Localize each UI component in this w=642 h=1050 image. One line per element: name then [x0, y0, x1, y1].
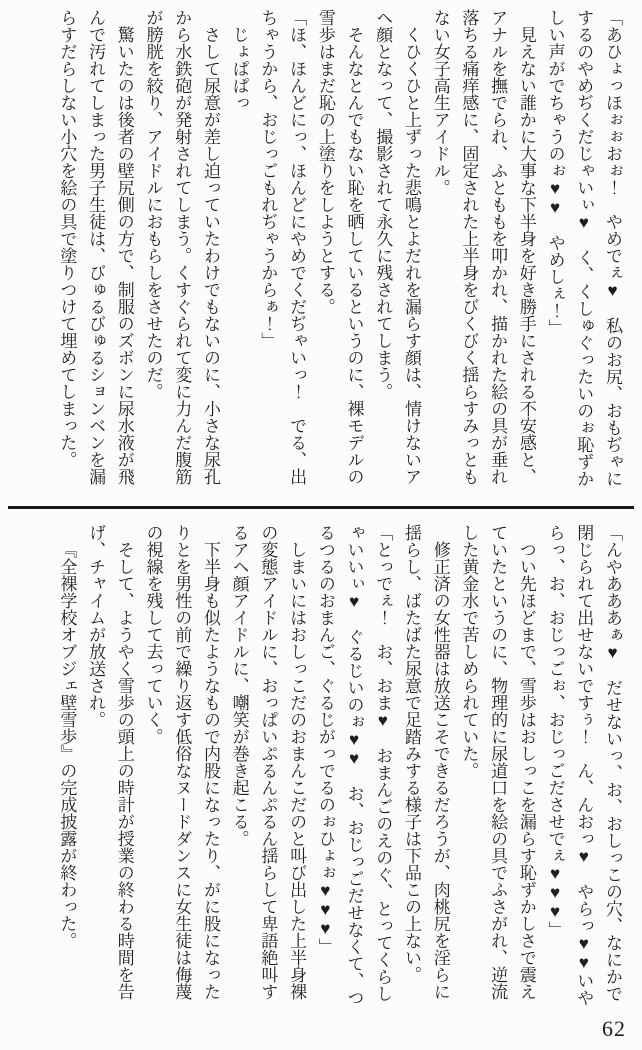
paragraph: 下半身も似たようなもので内股になったり、がに股になったりとを男性の前で繰り返す低俗なヌードダンスに女生徒は侮蔑の視線を残して去っていく。 — [143, 524, 220, 1000]
paragraph: 「ほ、ほんどにっ、ほんどにやめでくだぢゃいっ！ でる、出ちゃうから、おじっごもれぢゃうからぁ！」 — [258, 9, 307, 485]
paragraph: そんなとんでもない恥を晒しているというのに、裸モデルの雪歩はまだ恥の上塗りをしようとする。 — [315, 9, 364, 485]
page-number: 62 — [602, 1016, 626, 1041]
paragraph: 『全裸学校オブジェ壁雪歩』の完成披露が終わった。 — [57, 541, 77, 949]
paragraph: くひくひと上ずった悲鳴とよだれを漏らす顔は、情けないアヘ顔となって、撮影されて永久に残されてしまう。 — [373, 9, 421, 485]
section-divider-rule — [8, 506, 634, 509]
paragraph: 驚いたのは後者の壁尻側の方で、制服のズボンに尿水液が飛んで汚れてしまった男子生徒は、びゅるびゅるションベンを漏らすだらしない小穴を絵の具で塗りつけて埋めてしまった。 — [57, 9, 134, 485]
paragraph: さして尿意が差し迫っていたわけでもないのに、小さな尿孔から水鉄砲が発射されてしまう。くすぐられて変に力んだ腹筋が膀胱を絞り、アイドルにおもらしをさせたのだ。 — [143, 9, 220, 485]
paragraph: 見えない誰かに大事な下半身を好き勝手にされる不安感と、アナルを撫でられ、ふとももを叩かれ、描かれた絵の具が垂れ落ちる痛痒感に、固定された上半身をびくびく揺らすみっともない女子高生アイドル。 — [430, 9, 536, 485]
paragraph: 「とっでぇ！ お、おま♥ おまんごのえのぐ、とってくらしゃいいぃ♥ ぐるじいのぉ♥♥ お、おじっごだせなくて、つるつるのおまんご、ぐるじがっでるのぉひょぉ♥♥♥」 — [315, 524, 393, 1006]
paragraph: 「あひょっほぉぉおぉ！ やめでぇ♥ 私のお尻、おもぢゃにするのやめぢくだじゃいぃ♥ く、くしゅぐったいのぉ恥ずかしい声がでちゃうのぉ♥♥ やめしぇ！」 — [545, 9, 622, 487]
paragraph: そして、ようやく雪歩の頭上の時計が授業の終わる時間を告げ、チャイムが放送され。 — [86, 524, 134, 1000]
paragraph: しまいにはおしっこだのおまんこだのと叫び出した上半身裸の変態アイドルに、おっぱいぷるんぷるん揺らして卑語絶叫するアヘ顔アイドルに、嘲笑が巻き起こる。 — [229, 524, 307, 1000]
paragraph: 修正済の女性器は放送こそできるだろうが、肉桃尻を淫らに揺らし、ばたばた尿意で足踏みする様子は下品この上ない。 — [401, 524, 450, 1000]
top-text-section — [52, 9, 626, 487]
paragraph-sfx: じょぱぱっ — [229, 26, 249, 111]
bottom-text-section — [52, 524, 626, 1008]
paragraph: 「んやあああぁ♥ だせないっ、お、おしっこの穴、なにかで閉じられて出せないですぅ！ ん、んおっ♥ やらっ♥♥いやらっ、お、おじっごぉ、おじっごださせでぇ♥♥♥」 — [545, 524, 622, 1006]
paragraph: つい先ほどまで、雪歩はおしっこを漏らす恥ずかしさで震えていたというのに、物理的に尿道口を絵の具でふさがれ、逆流した黄金水で苦しめられていた。 — [459, 524, 536, 1000]
